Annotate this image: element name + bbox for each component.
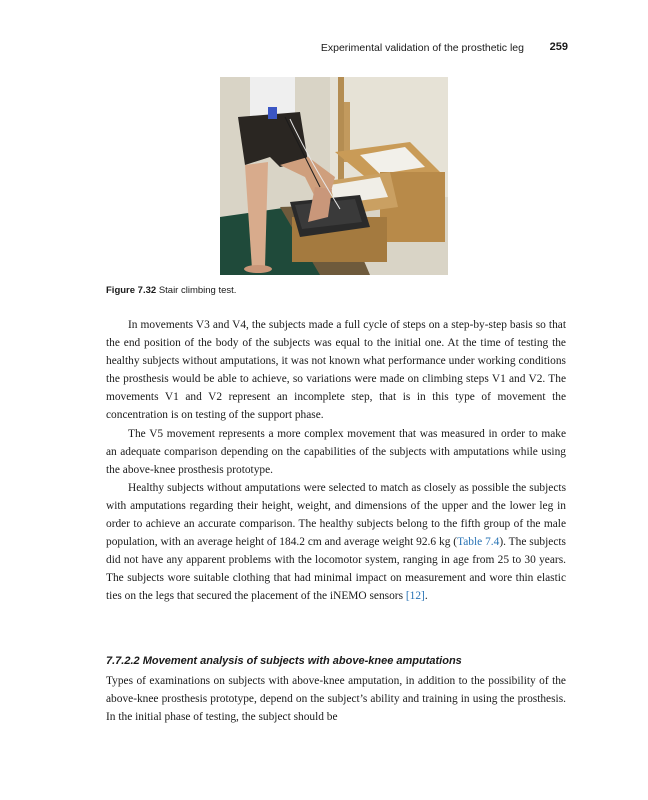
section-heading: 7.7.2.2 Movement analysis of subjects with above-knee amputations [106,655,462,667]
running-header [106,40,568,58]
paragraph-3-text-c: . [424,590,428,603]
figure-label: Figure 7.32 [106,285,157,296]
running-header-title: Experimental validation of the prosthetic leg [320,42,524,54]
paragraph-4: Types of examinations on subjects with above-knee amputation, in addition to the possibility of the above-knee prosthesis prototype, depend on the subject’s ability and training in using the prosthesis. In the initial phase of testing, the subject should be [106,675,566,724]
section-body [106,672,566,726]
paragraph-3 [106,479,566,606]
figure-caption-text: Stair climbing test. [158,285,237,296]
figure-photo-stair-climbing [220,77,448,275]
citation-link[interactable]: [12] [405,590,425,603]
body-text [106,316,566,606]
table-reference-link[interactable]: Table 7.4 [457,536,500,549]
paragraph-3-text-a: Healthy subjects without amputations were selected to match as closely as possible the subjects with amputations regarding their height, weight, and dimensions of the upper and the lower leg in order to achieve an accurate comparison. The healthy subjects belong to the fifth group of the male population, with an average height of 184.2 cm and average weight 92.6 kg ( [106,481,566,549]
page-number: 259 [549,41,568,53]
paragraph-2: The V5 movement represents a more complex movement that was measured in order to make an adequate comparison depending on the capabilities of the subjects with amputations while using the above-knee prosthesis prototype. [106,427,566,476]
stair-climbing-photo [220,77,448,275]
figure-caption [106,285,236,296]
paragraph-1: In movements V3 and V4, the subjects made a full cycle of steps on a step-by-step basis so that the end position of the body of the subjects was equal to the initial one. At the time of testing the healthy subjects without amputations, it was not known what performance under working conditions the prosthesis would be able to achieve, so variations were made on climbing steps V1 and V2. The movements V1 and V2 represent an incomplete step, that is in this type of movement the concentration is on testing of the support phase. [106,319,566,422]
paragraph-3-text-b: ). The subjects did not have any apparent problems with the locomotor system, ranging in age from 25 to 30 years. The subjects wore suitable clothing that had minimal impact on measurement and wore thin elastic ties on the legs that secured the placement of the iNEMO sensors [106,536,566,603]
